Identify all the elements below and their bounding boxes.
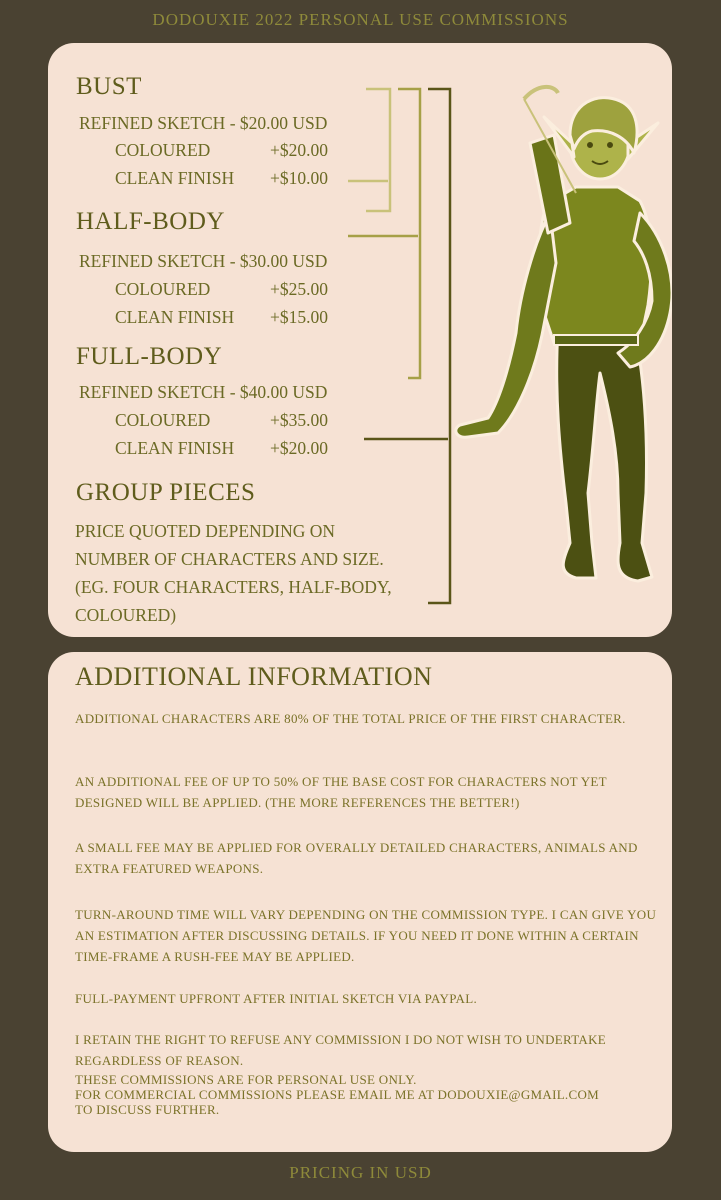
figure-arm-left	[456, 213, 556, 437]
full-clean-label: CLEAN FINISH	[115, 438, 235, 458]
bust-coloured-price: +$20.00	[270, 140, 328, 160]
additional-info-panel	[48, 652, 672, 1152]
character-illustration	[348, 73, 672, 633]
group-line-2: NUMBER OF CHARACTERS AND SIZE.	[75, 549, 384, 569]
quiver	[530, 135, 570, 233]
pricing-panel	[48, 43, 672, 637]
bust-title: BUST	[76, 73, 142, 100]
half-refined-sketch: REFINED SKETCH - $30.00 USD	[79, 251, 328, 271]
figure-body	[456, 87, 672, 581]
page-footer: PRICING IN USD	[289, 1163, 432, 1182]
full-body-title: FULL-BODY	[76, 343, 223, 370]
info-paragraph-5: FULL-PAYMENT UPFRONT AFTER INITIAL SKETCH VIA PAYPAL.	[75, 991, 478, 1006]
group-line-4: COLOURED)	[75, 605, 177, 625]
half-bracket	[398, 89, 420, 378]
group-pieces-title: GROUP PIECES	[76, 479, 256, 506]
info-paragraph-3: A SMALL FEE MAY BE APPLIED FOR OVERALLY DETAILED CHARACTERS, ANIMALS AND EXTRA FEATURED WEAPONS.	[75, 840, 638, 876]
belt	[554, 335, 638, 345]
bust-coloured-label: COLOURED	[115, 140, 211, 160]
info-paragraph-7	[75, 1072, 665, 1117]
group-line-3: (EG. FOUR CHARACTERS, HALF-BODY,	[75, 577, 392, 597]
size-brackets	[348, 89, 450, 603]
info-paragraph-6: I RETAIN THE RIGHT TO REFUSE ANY COMMISSION I DO NOT WISH TO UNDERTAKE REGARDLESS OF REASON.	[75, 1032, 607, 1068]
full-coloured-label: COLOURED	[115, 410, 211, 430]
full-refined-sketch: REFINED SKETCH - $40.00 USD	[79, 382, 328, 402]
bust-clean-label: CLEAN FINISH	[115, 168, 235, 188]
additional-info-title: ADDITIONAL INFORMATION	[75, 662, 433, 691]
bust-clean-price: +$10.00	[270, 168, 328, 188]
page-header: DODOUXIE 2022 PERSONAL USE COMMISSIONS	[152, 10, 569, 29]
info-personal-use-line: THESE COMMISSIONS ARE FOR PERSONAL USE ONLY.	[75, 1072, 417, 1087]
bow	[524, 87, 558, 99]
info-discuss-line: TO DISCUSS FURTHER.	[75, 1102, 220, 1117]
bust-bracket	[366, 89, 390, 211]
info-paragraph-1: ADDITIONAL CHARACTERS ARE 80% OF THE TOTAL PRICE OF THE FIRST CHARACTER.	[75, 711, 626, 726]
info-paragraph-2: AN ADDITIONAL FEE OF UP TO 50% OF THE BASE COST FOR CHARACTERS NOT YET DESIGNED WILL BE APPLIED. (THE MORE REFERENCES THE BETTER!)	[75, 774, 607, 810]
half-clean-label: CLEAN FINISH	[115, 307, 235, 327]
info-paragraph-4: TURN-AROUND TIME WILL VARY DEPENDING ON THE COMMISSION TYPE. I CAN GIVE YOU AN ESTIMATION AFTER DISCUSSING DETAILS. IF YOU NEED IT DONE WITHIN A CERTAIN TIME-FRAME A RUSH-FEE MAY BE APPLIED.	[75, 907, 657, 964]
half-clean-price: +$15.00	[270, 307, 328, 327]
half-body-title: HALF-BODY	[76, 208, 225, 235]
half-coloured-price: +$25.00	[270, 279, 328, 299]
full-coloured-price: +$35.00	[270, 410, 328, 430]
full-clean-price: +$20.00	[270, 438, 328, 458]
full-bracket	[428, 89, 450, 603]
half-coloured-label: COLOURED	[115, 279, 211, 299]
info-commercial-email-line: FOR COMMERCIAL COMMISSIONS PLEASE EMAIL ME AT DODOUXIE@GMAIL.COM	[75, 1087, 600, 1102]
bust-refined-sketch: REFINED SKETCH - $20.00 USD	[79, 113, 328, 133]
group-line-1: PRICE QUOTED DEPENDING ON	[75, 521, 336, 541]
